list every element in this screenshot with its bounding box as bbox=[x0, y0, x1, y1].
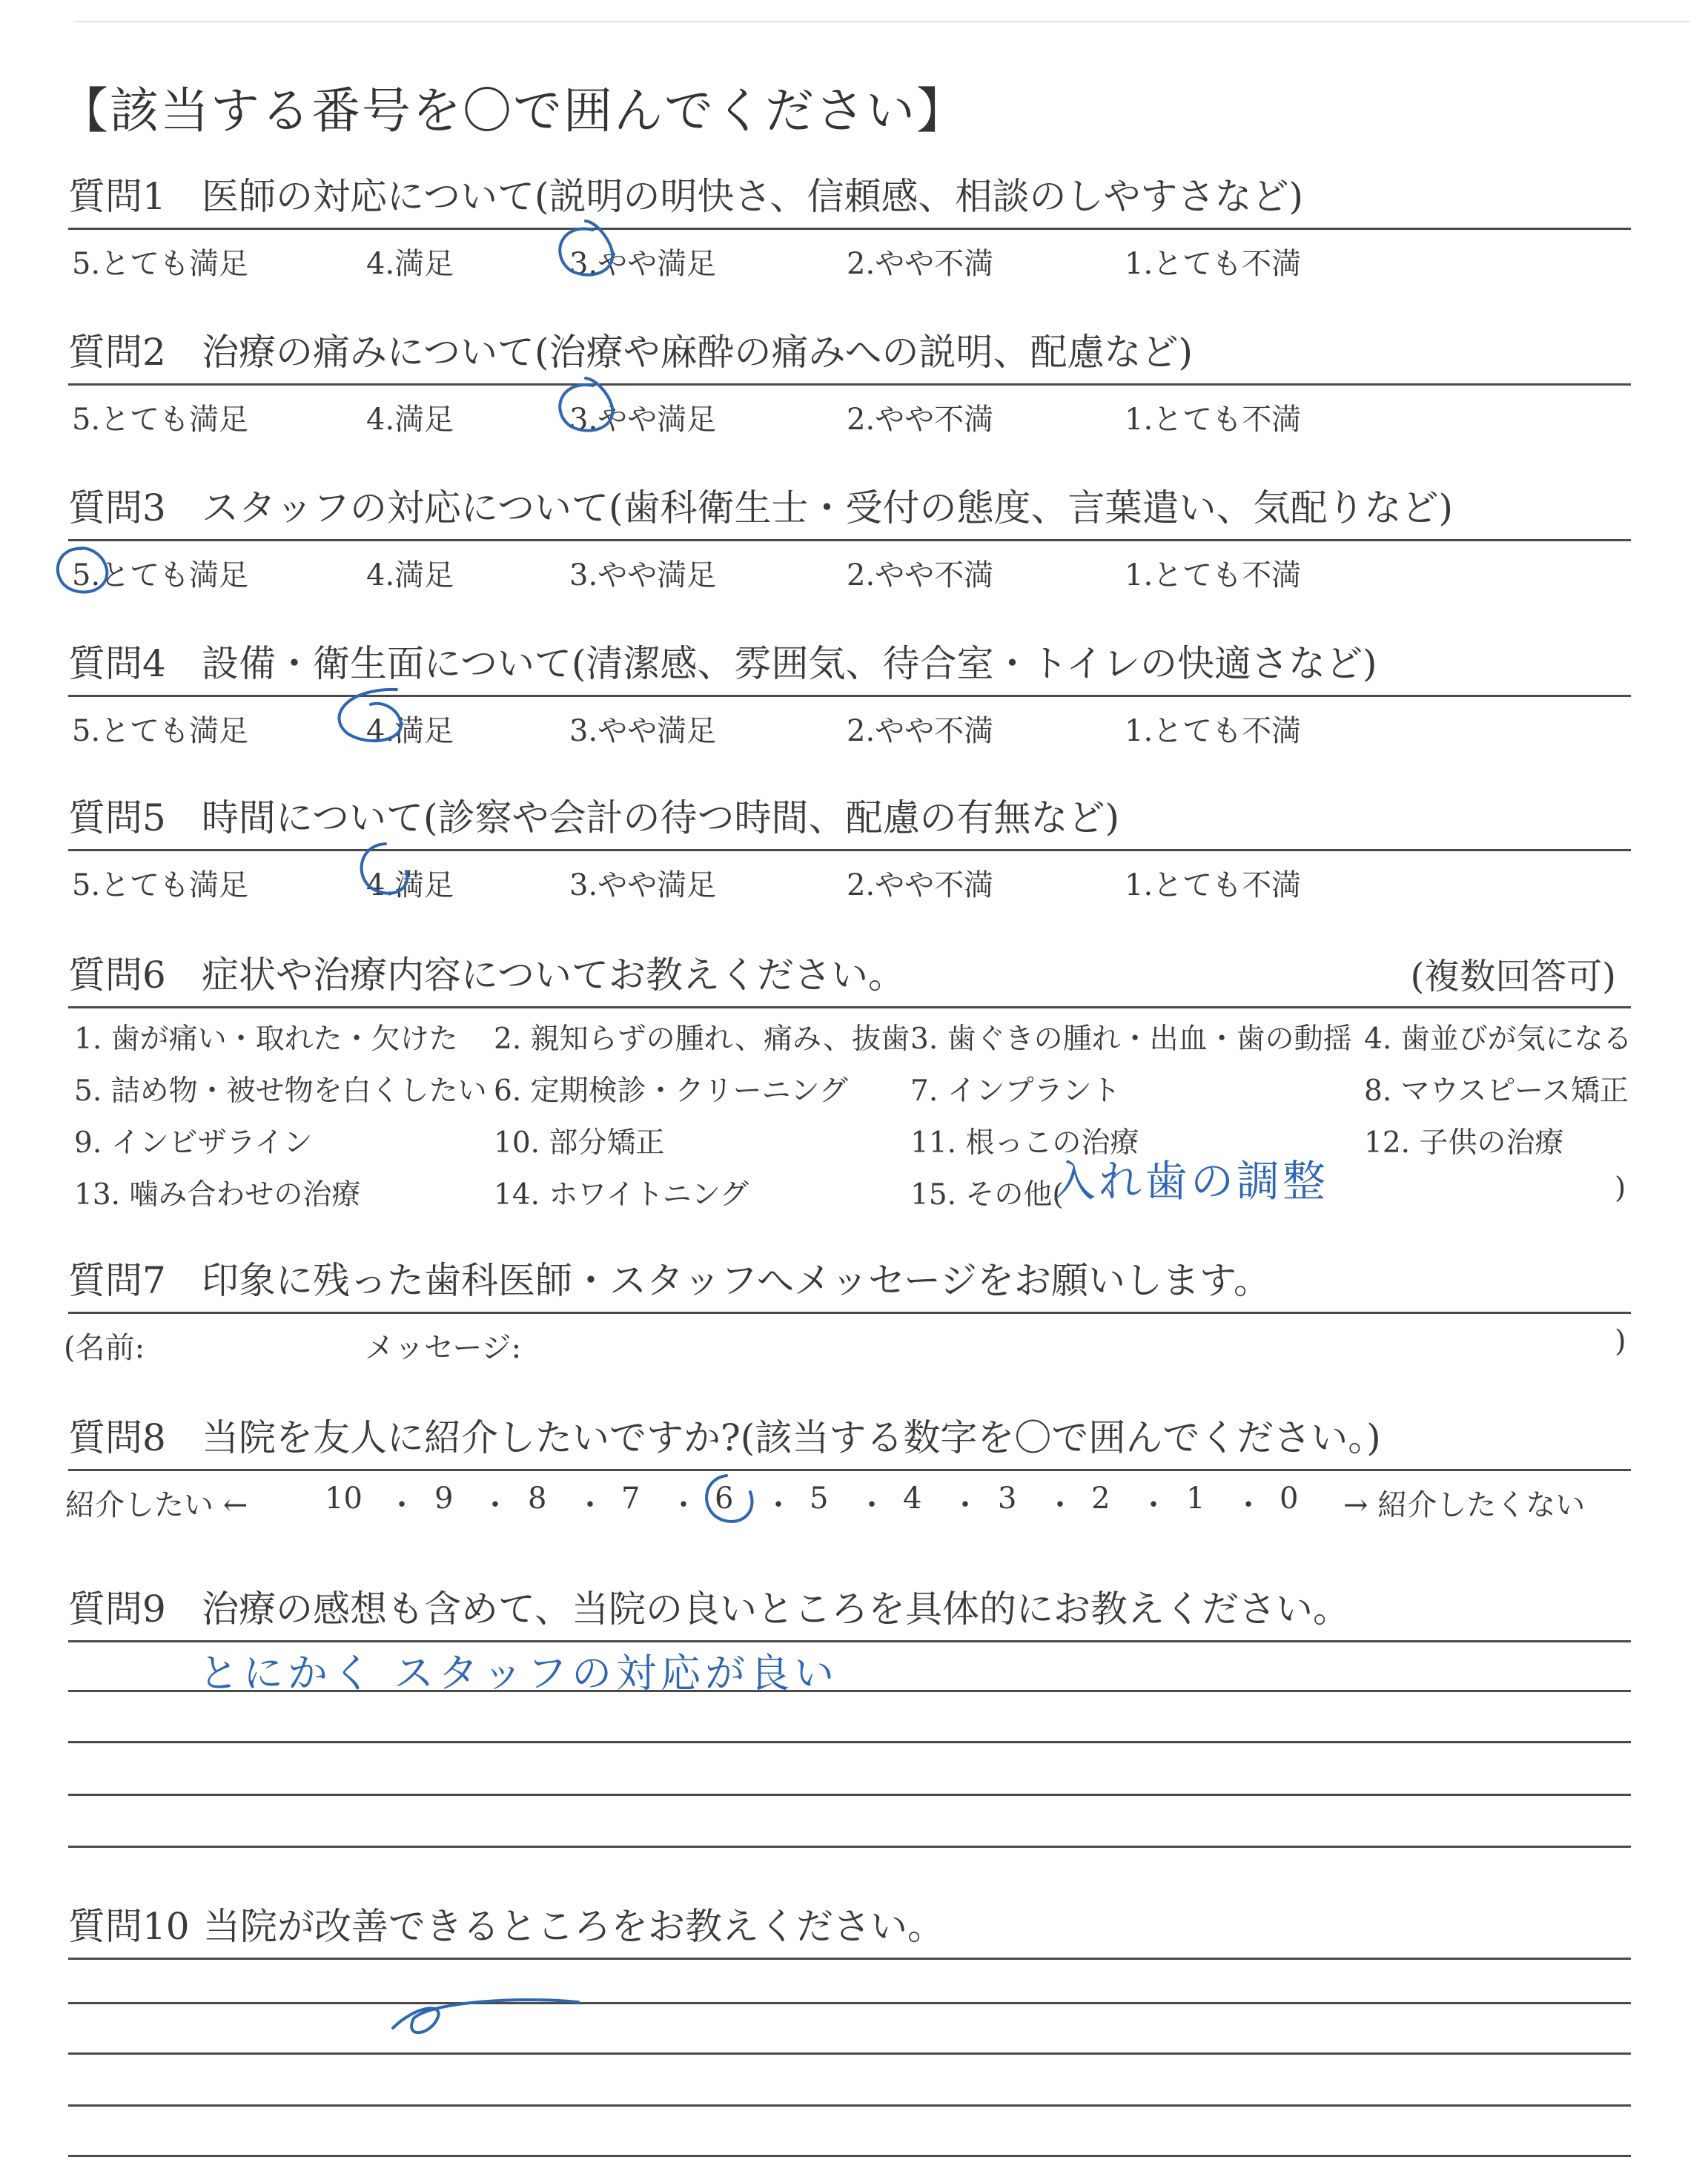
rating-option-4[interactable]: 4.満足 bbox=[366, 868, 454, 902]
symptom-option[interactable]: 8. マウスピース矯正 bbox=[1364, 1074, 1629, 1108]
scale-value-2[interactable]: 2 bbox=[1091, 1482, 1110, 1516]
question-text: 印象に残った歯科医師・スタッフへメッセージをお願いします。 bbox=[202, 1259, 1271, 1302]
scale-right-label: → 紹介したくない bbox=[1343, 1488, 1586, 1522]
scale-dot: ・ bbox=[669, 1488, 698, 1522]
answer-line bbox=[68, 2104, 1631, 2107]
scale-dot: ・ bbox=[480, 1488, 510, 1522]
question-title bbox=[68, 1251, 1631, 1314]
question-number: 質問4 bbox=[68, 642, 166, 685]
scale-value-7[interactable]: 7 bbox=[621, 1482, 640, 1516]
rating-options bbox=[68, 541, 1631, 601]
rating-option-4[interactable]: 4.満足 bbox=[366, 558, 454, 592]
scale-value-9[interactable]: 9 bbox=[434, 1482, 454, 1516]
rating-option-4[interactable]: 4.満足 bbox=[366, 403, 454, 437]
scale-dot: ・ bbox=[764, 1488, 793, 1522]
rating-option-5[interactable]: 5.とても満足 bbox=[72, 714, 249, 748]
scale-dot: ・ bbox=[387, 1488, 417, 1522]
symptom-option[interactable]: 5. 詰め物・被せ物を白くしたい bbox=[74, 1074, 487, 1108]
rating-options bbox=[68, 697, 1631, 756]
other-close-paren: ) bbox=[1615, 1172, 1626, 1205]
question-7 bbox=[64, 1251, 1631, 1373]
question-10 bbox=[68, 1897, 1631, 1960]
message-close-paren: ) bbox=[1615, 1324, 1626, 1358]
scale-dot: ・ bbox=[1139, 1488, 1168, 1522]
rating-options bbox=[68, 386, 1631, 445]
name-label: (名前: bbox=[64, 1331, 145, 1365]
rating-option-3[interactable]: 3.やや満足 bbox=[569, 403, 717, 437]
question-text: スタッフの対応について(歯科衛生士・受付の態度、言葉遣い、気配りなど) bbox=[202, 486, 1454, 529]
question-title bbox=[68, 945, 1631, 1008]
scale-dot: ・ bbox=[950, 1488, 980, 1522]
scale-dot: ・ bbox=[1234, 1488, 1263, 1522]
answer-line bbox=[68, 1741, 1631, 1743]
rating-option-5[interactable]: 5.とても満足 bbox=[72, 403, 249, 437]
rating-option-3[interactable]: 3.やや満足 bbox=[569, 558, 717, 592]
scale-value-8[interactable]: 8 bbox=[528, 1482, 547, 1516]
symptom-option[interactable]: 10. 部分矯正 bbox=[494, 1126, 665, 1160]
question-1 bbox=[68, 167, 1631, 289]
rating-option-1[interactable]: 1.とても不満 bbox=[1125, 868, 1302, 902]
answer-line bbox=[68, 1794, 1631, 1796]
scale-value-5[interactable]: 5 bbox=[810, 1482, 829, 1516]
question-text: 治療の感想も含めて、当院の良いところを具体的にお教えください。 bbox=[202, 1588, 1350, 1631]
question-title bbox=[68, 788, 1631, 851]
question-2 bbox=[68, 323, 1631, 445]
symptom-option[interactable]: 13. 噛み合わせの治療 bbox=[74, 1178, 361, 1212]
handwritten-good-points[interactable]: とにかく スタッフの対応が良い bbox=[199, 1650, 839, 1697]
answer-line bbox=[68, 2052, 1631, 2055]
question-text: 当院が改善できるところをお教えください。 bbox=[203, 1905, 944, 1948]
rating-option-2[interactable]: 2.やや不満 bbox=[847, 247, 994, 281]
recommend-scale bbox=[65, 1471, 1631, 1530]
question-text: 設備・衛生面について(清潔感、雰囲気、待合室・トイレの快適さなど) bbox=[202, 642, 1377, 685]
instruction-heading: 【該当する番号を〇で囲んでください】 bbox=[59, 82, 967, 139]
rating-option-4[interactable]: 4.満足 bbox=[366, 247, 454, 281]
question-title bbox=[68, 1897, 1631, 1960]
question-4 bbox=[68, 634, 1631, 756]
question-text: 当院を友人に紹介したいですか?(該当する数字を〇で囲んでください。) bbox=[202, 1416, 1381, 1459]
symptom-option-other[interactable]: 15. その他( bbox=[910, 1178, 1064, 1212]
question-number: 質問8 bbox=[68, 1416, 166, 1459]
scale-value-6[interactable]: 6 bbox=[715, 1482, 734, 1516]
multiple-answer-note: (複数回答可) bbox=[1410, 956, 1616, 997]
rating-options bbox=[68, 230, 1631, 289]
answer-line bbox=[68, 2155, 1631, 2157]
question-5 bbox=[68, 788, 1631, 911]
question-number: 質問3 bbox=[68, 486, 166, 529]
message-row[interactable] bbox=[64, 1314, 1631, 1373]
rating-option-5[interactable]: 5.とても満足 bbox=[72, 247, 249, 281]
question-text: 医師の対応について(説明の明快さ、信頼感、相談のしやすさなど) bbox=[202, 175, 1304, 218]
rating-option-3[interactable]: 3.やや満足 bbox=[569, 868, 717, 902]
rating-option-4[interactable]: 4.満足 bbox=[366, 714, 454, 748]
rating-options bbox=[68, 851, 1631, 911]
question-text: 時間について(診察や会計の待つ時間、配慮の有無など) bbox=[202, 796, 1120, 839]
q10-pen-stroke bbox=[393, 2000, 578, 2032]
question-text: 治療の痛みについて(治療や麻酔の痛みへの説明、配慮など) bbox=[202, 331, 1194, 374]
scale-dot: ・ bbox=[575, 1488, 605, 1522]
symptom-option[interactable]: 11. 根っこの治療 bbox=[910, 1126, 1139, 1160]
symptom-option[interactable]: 3. 歯ぐきの腫れ・出血・歯の動揺 bbox=[910, 1023, 1352, 1056]
rating-option-1[interactable]: 1.とても不満 bbox=[1125, 714, 1302, 748]
question-number: 質問9 bbox=[68, 1588, 166, 1631]
symptom-option[interactable]: 14. ホワイトニング bbox=[494, 1178, 749, 1212]
rating-option-3[interactable]: 3.やや満足 bbox=[569, 714, 717, 748]
handwritten-other-answer[interactable]: 入れ歯の調整 bbox=[1053, 1156, 1329, 1206]
question-text: 症状や治療内容についてお教えください。 bbox=[202, 954, 905, 997]
symptom-option[interactable]: 9. インビザライン bbox=[74, 1126, 313, 1160]
rating-option-3[interactable]: 3.やや満足 bbox=[569, 247, 717, 281]
symptom-option[interactable]: 4. 歯並びが気になる bbox=[1364, 1023, 1632, 1056]
question-number: 質問6 bbox=[68, 954, 166, 997]
rating-option-1[interactable]: 1.とても不満 bbox=[1125, 247, 1302, 281]
scale-dot: ・ bbox=[1045, 1488, 1075, 1522]
rating-option-5[interactable]: 5.とても満足 bbox=[72, 558, 249, 592]
question-number: 質問5 bbox=[68, 796, 166, 839]
scale-value-10[interactable]: 10 bbox=[325, 1482, 363, 1516]
message-label: メッセージ: bbox=[365, 1331, 522, 1365]
question-3 bbox=[68, 478, 1631, 601]
rating-option-1[interactable]: 1.とても不満 bbox=[1125, 558, 1302, 592]
rating-option-2[interactable]: 2.やや不満 bbox=[847, 558, 994, 592]
symptom-options bbox=[68, 1008, 1631, 1216]
rating-option-2[interactable]: 2.やや不満 bbox=[847, 868, 994, 902]
scale-value-1[interactable]: 1 bbox=[1186, 1482, 1205, 1516]
scale-value-3[interactable]: 3 bbox=[998, 1482, 1017, 1516]
scale-value-0[interactable]: 0 bbox=[1280, 1482, 1299, 1516]
symptom-option[interactable]: 6. 定期検診・クリーニング bbox=[494, 1074, 848, 1108]
question-title bbox=[68, 478, 1631, 541]
question-number: 質問10 bbox=[68, 1905, 190, 1948]
question-title bbox=[68, 167, 1631, 230]
rating-option-1[interactable]: 1.とても不満 bbox=[1125, 403, 1302, 437]
answer-line bbox=[68, 1846, 1631, 1848]
question-number: 質問2 bbox=[68, 331, 166, 374]
question-title bbox=[68, 323, 1631, 386]
question-8 bbox=[65, 1408, 1631, 1530]
question-title bbox=[68, 634, 1631, 697]
symptom-option[interactable]: 1. 歯が痛い・取れた・欠けた bbox=[74, 1023, 458, 1056]
scale-left-label: 紹介したい ← bbox=[65, 1488, 248, 1522]
rating-option-2[interactable]: 2.やや不満 bbox=[847, 714, 994, 748]
rating-option-2[interactable]: 2.やや不満 bbox=[847, 403, 994, 437]
symptom-option[interactable]: 7. インプラント bbox=[910, 1074, 1121, 1108]
question-6 bbox=[68, 945, 1631, 1216]
question-number: 質問7 bbox=[68, 1259, 166, 1302]
scale-dot: ・ bbox=[857, 1488, 887, 1522]
rating-option-5[interactable]: 5.とても満足 bbox=[72, 868, 249, 902]
question-title bbox=[68, 1408, 1631, 1471]
symptom-option[interactable]: 12. 子供の治療 bbox=[1364, 1126, 1564, 1160]
answer-line bbox=[68, 2002, 1631, 2004]
question-title bbox=[68, 1579, 1631, 1642]
scale-value-4[interactable]: 4 bbox=[903, 1482, 922, 1516]
symptom-option[interactable]: 2. 親知らずの腫れ、痛み、抜歯 bbox=[494, 1023, 910, 1056]
question-9 bbox=[68, 1579, 1631, 1642]
top-border bbox=[74, 21, 1690, 22]
question-number: 質問1 bbox=[68, 175, 166, 218]
